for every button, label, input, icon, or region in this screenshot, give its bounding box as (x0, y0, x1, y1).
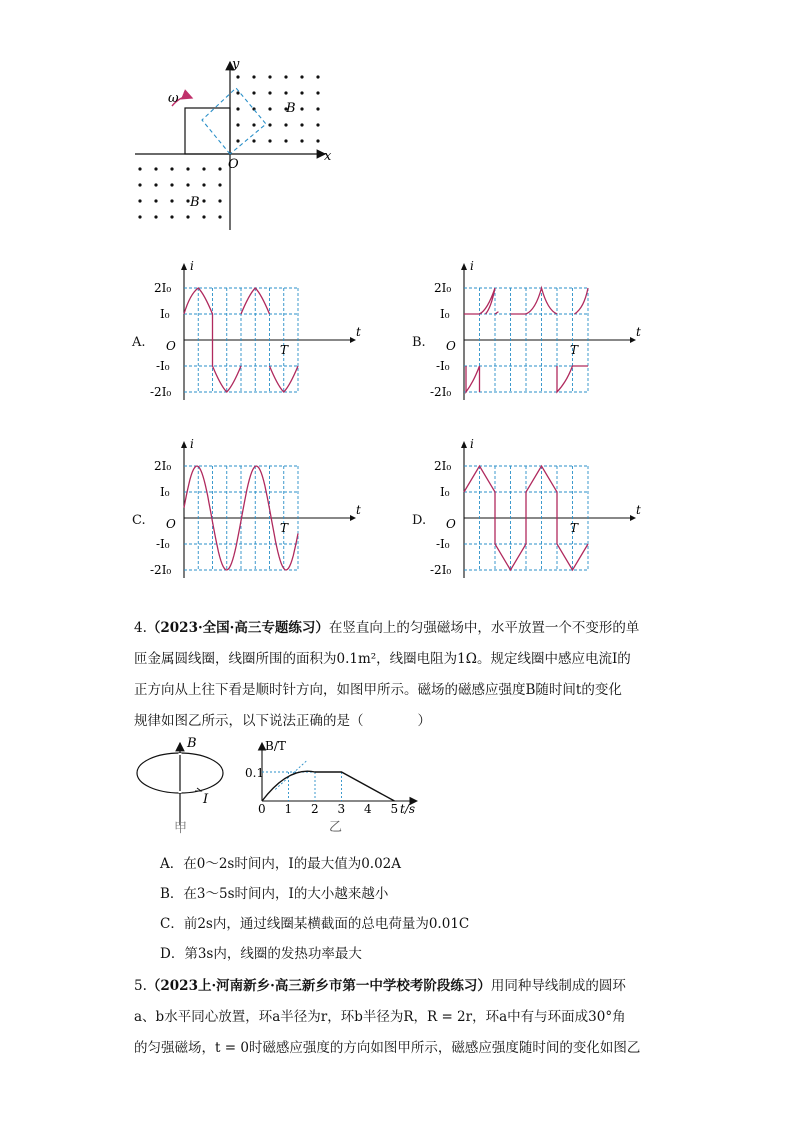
i-label: i (190, 259, 194, 273)
tick-m2I0: -2I₀ (150, 563, 172, 577)
q4-choice-b: B．在3～5s时间内，I的大小越来越小 (160, 886, 389, 902)
label-I: I (203, 792, 209, 807)
field-dot (138, 167, 141, 170)
field-dot (300, 91, 303, 94)
field-dot (218, 199, 221, 202)
option-label-b: B. (412, 335, 426, 350)
tick-mI0: -I₀ (436, 359, 450, 373)
field-dot (268, 107, 271, 110)
caption-jia: 甲 (174, 821, 188, 836)
i-label: i (470, 259, 474, 273)
period-label: T (570, 343, 579, 357)
field-dot (268, 123, 271, 126)
origin-label: O (166, 339, 176, 353)
yi-ytick: 0.1 (245, 766, 265, 780)
field-dot (236, 139, 239, 142)
field-dot (202, 183, 205, 186)
yi-ylabel: B/T (265, 739, 286, 753)
tick-2I0: 2I₀ (434, 459, 452, 473)
t-label: t (356, 503, 361, 517)
field-dot (300, 75, 303, 78)
field-label-lower: B (190, 195, 200, 210)
yi-curve (262, 771, 395, 801)
origin-label: O (166, 517, 176, 531)
field-dot (300, 107, 303, 110)
field-dot (300, 123, 303, 126)
t-label: t (356, 325, 361, 339)
loop-field-figure (120, 50, 350, 235)
field-dot (316, 91, 319, 94)
field-dot (252, 123, 255, 126)
yi-xlabel: t/s (400, 802, 416, 816)
field-dot (236, 75, 239, 78)
field-dot (268, 139, 271, 142)
field-dot (138, 183, 141, 186)
q5-line1: 5.（2023上·河南新乡·高三新乡市第一中学校考阶段练习）用同种导线制成的圆环 (134, 978, 626, 994)
field-dot (236, 123, 239, 126)
field-dot (236, 107, 239, 110)
field-dot (138, 215, 141, 218)
q4-line1: 4.（2023·全国·高三专题练习）在竖直向上的匀强磁场中，水平放置一个不变形的单 (134, 620, 640, 636)
field-dot (316, 123, 319, 126)
field-dot (252, 91, 255, 94)
label-B: B (187, 736, 197, 751)
field-dot (186, 215, 189, 218)
field-dot (202, 167, 205, 170)
field-dot (316, 139, 319, 142)
field-dot (170, 215, 173, 218)
yi-xtick: 4 (364, 802, 372, 816)
tick-I0: I₀ (160, 485, 170, 499)
field-dot (300, 139, 303, 142)
field-dot (218, 167, 221, 170)
field-dot (252, 139, 255, 142)
q5-line3: 的匀强磁场，t = 0时磁感应强度的方向如图甲所示，磁感应强度随时间的变化如图乙 (134, 1040, 641, 1056)
field-dot (154, 215, 157, 218)
tick-I0: I₀ (160, 307, 170, 321)
field-dot (170, 199, 173, 202)
field-dot (284, 123, 287, 126)
option-label-a: A. (132, 335, 146, 350)
i-axis-arrow-icon (461, 441, 467, 448)
yi-xtick: 0 (258, 802, 266, 816)
field-dot (186, 167, 189, 170)
yi-xtick: 3 (337, 802, 346, 816)
yi-xtick: 2 (311, 802, 319, 816)
field-label-upper: B (286, 101, 296, 116)
t-label: t (636, 325, 641, 339)
field-dots-lower (138, 167, 221, 218)
y-label: y (232, 57, 240, 72)
fig-jia (155, 735, 245, 835)
field-dot (284, 139, 287, 142)
field-dot (236, 91, 239, 94)
field-dot (154, 167, 157, 170)
field-dot (138, 199, 141, 202)
i-axis-arrow-icon (461, 263, 467, 270)
field-dot (284, 75, 287, 78)
origin-label: O (228, 157, 239, 172)
q4-choice-a: A．在0～2s时间内，I的最大值为0.02A (160, 856, 401, 872)
q4-choice-c: C．前2s内，通过线圈某横截面的总电荷量为0.01C (160, 916, 470, 932)
i-label: i (470, 437, 474, 451)
period-label: T (280, 521, 289, 535)
period-label: T (280, 343, 289, 357)
omega-label: ω (168, 91, 179, 106)
i-axis-arrow-icon (181, 263, 187, 270)
q4-choice-d: D．第3s内，线圈的发热功率最大 (160, 946, 362, 962)
graph-d (430, 436, 644, 586)
x-label: x (324, 149, 332, 164)
period-label: T (570, 521, 579, 535)
tick-m2I0: -2I₀ (150, 385, 172, 399)
field-dots-upper (236, 75, 319, 142)
origin-label: O (446, 517, 456, 531)
q4-line2: 匝金属圆线圈，线圈所围的面积为0.1m²，线圈电阻为1Ω。规定线圈中感应电流I的 (134, 651, 631, 667)
rotated-loop (202, 88, 266, 154)
field-dot (154, 199, 157, 202)
tick-I0: I₀ (440, 307, 450, 321)
tick-m2I0: -2I₀ (430, 563, 452, 577)
field-dot (170, 183, 173, 186)
current-arrow-icon (195, 788, 201, 791)
t-label: t (636, 503, 641, 517)
tick-2I0: 2I₀ (154, 281, 172, 295)
yi-xtick: 1 (284, 802, 293, 816)
field-dot (202, 215, 205, 218)
graph-c (150, 436, 364, 586)
caption-yi: 乙 (329, 820, 343, 835)
field-dot (268, 91, 271, 94)
field-dot (202, 199, 205, 202)
tick-mI0: -I₀ (156, 359, 170, 373)
i-axis-arrow-icon (181, 441, 187, 448)
field-dot (218, 183, 221, 186)
tick-2I0: 2I₀ (154, 459, 172, 473)
field-dot (218, 215, 221, 218)
tick-I0: I₀ (440, 485, 450, 499)
q4-line4: 规律如图乙所示，以下说法正确的是（ ） (134, 713, 431, 729)
option-label-d: D. (412, 513, 427, 528)
origin-label: O (446, 339, 456, 353)
tick-2I0: 2I₀ (434, 281, 452, 295)
field-dot (170, 167, 173, 170)
field-dot (284, 91, 287, 94)
field-dot (316, 107, 319, 110)
tick-mI0: -I₀ (436, 537, 450, 551)
yi-xtick: 5 (390, 802, 399, 816)
tick-mI0: -I₀ (156, 537, 170, 551)
i-label: i (190, 437, 194, 451)
field-dot (154, 183, 157, 186)
field-dot (268, 75, 271, 78)
field-dot (316, 75, 319, 78)
graph-a (150, 258, 364, 408)
field-dot (252, 75, 255, 78)
fig-yi-chart (245, 740, 425, 835)
field-dot (186, 183, 189, 186)
graph-b (430, 258, 644, 408)
tick-m2I0: -2I₀ (430, 385, 452, 399)
q5-line2: a、b水平同心放置，环a半径为r，环b半径为R，R = 2r，环a中有与环面成30°角 (134, 1009, 626, 1025)
q4-line3: 正方向从上往下看是顺时针方向，如图甲所示。磁场的磁感应强度B随时间t的变化 (134, 682, 622, 698)
option-label-c: C. (132, 513, 146, 528)
